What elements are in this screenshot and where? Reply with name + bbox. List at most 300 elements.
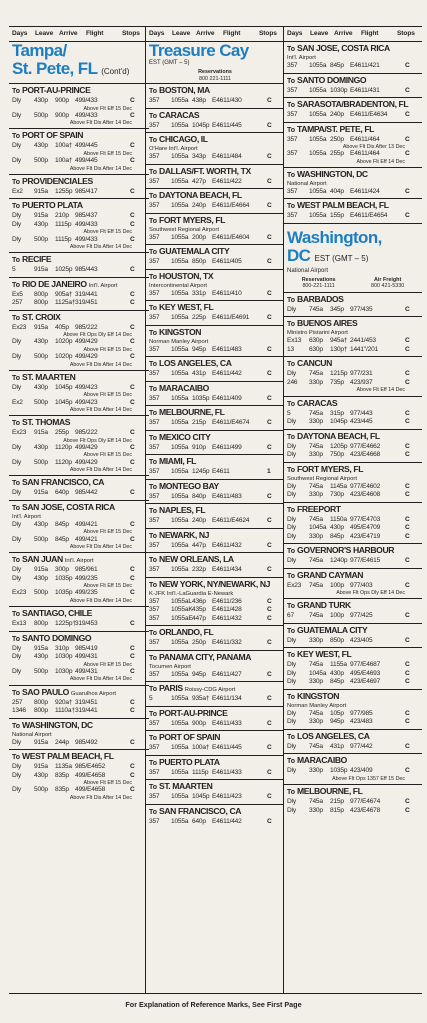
destination-name: NEWARK, NJ [159,529,210,540]
cell-flight: 977/E4687 [350,661,381,669]
cell-days: 357 [149,370,160,377]
cell-stops: C [405,709,410,717]
cell-flight: E4611/442 [212,370,242,377]
schedule-row [12,589,146,598]
route-block [9,198,149,252]
cell-stops: C [130,235,135,243]
cell-leave: 745a [309,305,323,313]
to-label: To [149,88,158,95]
cell-flight: E4611/430 [212,97,242,104]
cell-stops: C [267,345,272,353]
cell-stops: C [130,323,135,331]
route-block [146,132,284,164]
to-label: To [12,557,21,565]
route-note: Above Flt Dis After 14 Dec [69,794,132,801]
cell-leave: 915a [34,212,48,220]
cell-stops: C [267,817,272,825]
cell-stops: C [130,212,135,220]
cell-leave: 430p [34,574,48,582]
to-label: To [149,630,158,637]
route-note: Above Flt Dis After 14 Dec [69,544,132,551]
cell-stops: C [405,532,410,540]
schedule-row [287,678,419,687]
cell-stops: C [130,187,135,195]
schedule-row [12,772,146,781]
cell-leave: 1055a [309,150,327,158]
schedule-row [287,483,419,492]
airport-name: K-JFK Int'l.-LaGuardia E-Newark [149,590,234,597]
cell-flight: E4611/E4624 [212,517,250,524]
cell-days: 257 [12,698,23,706]
destination-name: CHICAGO, IL [159,134,208,144]
schedule-row [149,517,281,526]
cell-days: Dly [12,142,21,150]
cell-flight: E4611/134 [212,695,242,702]
cell-arrive: 430p [330,669,344,677]
airport-note: Roissy-CDG Airport [184,687,236,693]
destination-name: PORT OF SPAIN [159,732,221,742]
cell-stops: C [267,419,272,426]
cell-flight: 499/431 [75,653,98,661]
cell-flight: E4611/E4634 [350,111,388,118]
bottom-rule [9,993,422,994]
cell-leave: 1055a [171,793,189,800]
cell-flight: 499/429 [75,443,98,451]
destination-name: KINGSTON [297,690,340,701]
cell-days: Dly [12,738,21,746]
cell-arrive: 1045p [55,398,73,406]
cell-days: 357 [149,121,160,129]
cell-leave: 500p [34,111,48,119]
cell-flight: 423/E4697 [350,678,381,686]
cell-arrive: 232p [192,566,206,573]
cell-days: 357 [149,606,160,613]
cell-days: Dly [12,353,21,361]
to-label: To [287,506,296,514]
cell-days: Dly [287,742,296,750]
destination-name: SARASOTA/BRADENTON, FL [297,99,409,109]
cell-flight: 423/409 [350,767,373,775]
cell-arrive: 244p [55,738,69,746]
route-block [146,706,284,731]
footer-note: For Explanation of Reference Marks, See First Page [125,1000,302,1009]
route-block [9,749,149,803]
route-block [284,429,422,462]
route-block [284,292,422,317]
cell-leave: 1055a [309,62,327,69]
schedule-row [287,306,419,315]
destination-heading [287,755,419,767]
destination-name: PORT-AU-PRINCE [22,85,91,95]
to-label: To [149,410,158,417]
route-block [146,577,284,626]
to-label: To [12,374,21,382]
to-label: To [149,217,158,225]
cell-stops: C [267,614,272,622]
cell-days: Dly [12,535,21,543]
cell-days: Dly [12,212,21,220]
cell-days: 357 [149,793,160,800]
cell-leave: 500p [34,235,48,243]
cell-leave: 915a [34,266,48,274]
cell-days: 357 [149,670,160,678]
destination-heading [287,358,419,370]
cell-stops: C [405,742,410,750]
to-label: To [12,314,21,322]
route-block [146,528,284,553]
to-label: To [287,126,296,134]
route-note: Above Flt Dis After 13 Dec [342,144,405,150]
route-note: Above Flt Dis After 14 Dec [69,165,132,172]
schedule-row [12,707,146,716]
route-block [284,356,422,395]
route-block [9,174,149,199]
cell-flight: 499/431 [75,667,98,675]
destination-heading [12,372,146,384]
destination-name: CANCUN [297,358,332,369]
destination-name: GRAND TURK [297,600,351,611]
destination-heading [12,254,146,266]
route-block [284,647,422,689]
destination-heading [149,530,281,542]
cell-days: 357 [287,111,298,118]
schedule-row [149,258,281,267]
schedule-row [12,521,146,530]
column-header-1 [12,28,144,40]
cell-leave: 1055a [171,768,189,776]
cell-flight: 977/E4615 [350,557,381,565]
to-label: To [149,137,158,144]
schedule-row [287,743,419,752]
cell-days: Dly [287,718,296,726]
destination-name: WASHINGTON, DC [22,719,93,730]
cell-arrive: 845p [55,520,69,528]
schedule-row [12,575,146,584]
schedule-row [149,793,281,802]
cell-leave: 915a [34,489,48,497]
schedule-row [287,516,419,525]
to-label: To [149,434,158,442]
destination-heading [12,687,146,699]
schedule-row [287,62,419,71]
cell-flight: E4611 [212,468,230,475]
destination-heading [287,124,419,136]
to-label: To [149,329,158,337]
schedule-row [12,620,146,629]
cell-leave: 330p [309,636,323,644]
to-label: To [12,133,21,141]
cell-days: 5 [287,409,291,417]
route-block [146,244,284,269]
route-block [146,269,284,301]
to-label: To [149,557,158,564]
cell-flight: 977/403 [350,581,373,589]
cell-stops: C [130,398,135,406]
header-flight: Flight [86,30,104,37]
airport-name: Ministro Pistarini Airport [287,330,348,337]
cell-arrive: 640p [192,817,206,825]
to-label: To [287,321,296,329]
cell-leave: 500p [34,786,48,794]
top-rule [9,26,422,27]
destination-name: KEY WEST, FL [297,649,352,660]
to-label: To [12,611,21,619]
cell-arrive: 945p [192,670,206,678]
schedule-row [149,153,281,162]
cell-leave: 330p [309,806,323,814]
cell-leave: 1055a [171,566,189,573]
cell-days: Dly [12,157,21,165]
cell-stops: C [130,111,135,119]
cell-days: Dly [12,763,21,771]
cell-days: Ex13 [12,620,27,628]
origin-title: Treasure Cay [149,41,249,60]
cell-leave: 1055a [171,695,189,702]
cell-stops: C [405,636,410,644]
cell-arrive: 1035p [55,589,73,597]
to-label: To [149,784,158,791]
cell-days: 357 [149,443,160,451]
cell-arrive: 1155a [330,661,347,669]
cell-arrive: 100p [330,612,344,620]
cell-stops: C [130,353,135,361]
cell-flight: E4611/483 [212,345,242,353]
destination-heading [12,85,146,97]
cell-flight: E4611/E4604 [212,233,250,241]
cell-leave: 330p [309,378,323,386]
cell-stops: C [130,266,135,274]
cell-flight: 499/433 [75,235,98,243]
cell-days: 357 [149,258,160,265]
cell-stops: C [267,597,272,605]
cell-arrive: 310p [55,644,69,652]
cell-leave: 1055a [171,345,189,353]
cell-arrive: 100a† [192,744,210,751]
destination-heading [149,271,281,283]
cell-leave: 1055a [171,153,189,160]
cell-leave: 1045a [309,669,327,677]
schedule-row [12,97,146,106]
destination-heading [12,502,146,514]
cell-flight: 499/433 [75,111,98,119]
to-label: To [149,305,158,312]
cell-arrive: 255p [55,429,69,437]
schedule-row [12,236,146,245]
destination-heading [149,806,281,818]
cell-flight: 319/453 [75,620,98,628]
to-label: To [149,735,158,742]
cell-stops: C [267,744,272,751]
cell-arrive: 255p [330,150,344,158]
cell-arrive: 1035p [55,574,73,582]
cell-flight: E4611/E4664 [212,202,250,209]
cell-leave: 500p [34,589,48,597]
schedule-row [287,337,419,346]
cell-days: Dly [287,678,296,686]
cell-stops: C [405,767,410,775]
cell-flight: 499/433 [75,97,98,104]
cell-arrive: 730p [330,491,344,499]
cell-arrive: 250p [192,639,206,646]
cell-flight: 977/985 [350,709,373,717]
cell-flight: E4611/405 [212,258,242,265]
cell-stops: C [267,492,272,500]
cell-arrive: 1150a [330,515,347,523]
to-label: To [287,296,296,304]
header-days: Days [287,30,303,37]
cell-arrive: 640p [55,489,69,497]
cell-stops: C [130,589,135,597]
schedule-row [149,178,281,187]
cell-leave: 1055a [171,541,189,549]
destination-heading [149,110,281,122]
schedule-row [287,582,419,591]
destination-heading [149,432,281,444]
cell-arrive: 435p [192,606,206,613]
cell-leave: 1055a [309,187,327,195]
schedule-row [149,290,281,299]
destination-name: DALLAS/FT. WORTH, TX [159,165,251,176]
cell-arrive: 100p [330,581,344,589]
destination-name: GUATEMALA CITY [297,624,368,635]
cell-leave: 1055aK [171,606,193,613]
cell-leave: 745a [309,661,323,669]
cell-arrive: 1020p [55,338,73,346]
cell-leave: 1055a [171,177,189,185]
cell-flight: 499/433 [75,220,98,228]
route-block [284,729,422,754]
schedule-row [12,353,146,362]
cell-leave: 500p [34,353,48,361]
schedule-row [287,670,419,679]
route-block [9,475,149,500]
cell-days: 357 [149,345,160,353]
schedule-row [12,266,146,275]
cell-leave: 330p [309,767,323,775]
cell-flight: 495/E4709 [350,524,381,532]
cell-stops: C [130,786,135,794]
destination-name: GUATEMALA CITY [159,246,230,256]
cell-flight: E4611/434 [212,566,242,573]
route-block [9,606,149,631]
cell-flight: 985/222 [75,323,98,331]
destination-heading [287,464,419,476]
cell-arrive: 835p [55,786,69,794]
destination-heading [149,757,281,769]
schedule-row [12,157,146,166]
cell-stops: C [405,482,410,490]
cell-days: 357 [149,639,160,646]
reservations: Reservations 800-221-1111 [301,276,336,290]
destination-heading [12,312,146,324]
cell-days: Ex2 [12,398,23,406]
cell-days: Dly [12,786,21,794]
cell-stops: C [267,606,272,613]
schedule-row [287,150,419,159]
cell-stops: C [405,451,410,459]
cell-stops: C [405,491,410,499]
cell-flight: 985/961 [75,566,98,574]
cell-leave: 330p [309,451,323,459]
cell-days: Dly [287,305,296,313]
to-label: To [149,112,158,120]
cell-arrive: 447p [192,541,206,549]
route-block [146,681,284,706]
airport-note: Guarulhos Airport [70,690,117,697]
cell-leave: 1055a [171,817,189,825]
cell-arrive: 945p [330,718,344,726]
cell-stops: C [267,370,272,377]
destination-heading [12,417,146,429]
route-block [146,405,284,430]
route-block [284,97,422,122]
cell-stops: C [130,763,135,771]
schedule-row [149,566,281,575]
schedule-row [149,818,281,827]
cell-days: Dly [12,667,21,675]
schedule-row [287,798,419,807]
to-label: To [287,171,296,179]
destination-heading [12,477,146,489]
destination-name: KINGSTON [159,326,202,337]
cell-flight: E4611/E4654 [350,212,388,220]
cell-days: 357 [149,202,160,209]
cell-leave: 430p [34,338,48,346]
cell-leave: 745a [309,442,323,450]
destination-heading [287,294,419,306]
cell-days: Dly [12,458,21,466]
to-label: To [149,193,158,200]
cell-days: 357 [287,86,298,94]
cell-flight: 423/445 [350,418,373,426]
to-label: To [149,508,158,515]
cell-stops: C [267,97,272,104]
cell-flight: E4611/E4691 [212,314,250,321]
destination-heading [149,134,281,146]
cell-arrive: 905a† [55,290,73,298]
cell-flight: E4611/410 [212,289,242,297]
route-block [284,122,422,167]
cell-days: 357 [149,492,160,500]
cell-leave: 1055a [309,111,327,118]
schedule-row [149,493,281,502]
route-note: Above Flt Dis After 14 Dec [69,361,132,368]
cell-leave: 915a [34,738,48,746]
to-label: To [149,532,158,540]
destination-heading [12,176,146,188]
cell-arrive: 1245p [192,468,210,475]
destination-name: TAMPA/ST. PETE, FL [297,123,375,134]
cell-flight: 319/451 [75,299,98,307]
cell-arrive: 240p [192,202,206,209]
cell-days: Dly [12,771,21,779]
cell-stops: C [267,670,272,678]
cell-stops: C [130,383,135,391]
cell-stops: C [405,678,410,686]
cell-leave: 500p [34,398,48,406]
schedule-row [12,459,146,468]
schedule-row [287,87,419,96]
cell-stops: C [405,661,410,669]
destination-name: WEST PALM BEACH, FL [22,751,114,762]
schedule-row [12,763,146,772]
cell-days: 357 [149,314,160,321]
cell-days: Dly [12,111,21,119]
schedule-row [287,111,419,120]
cell-arrive: 331p [192,289,206,297]
timezone: EST (GMT – 5) [149,60,190,66]
cell-stops: C [130,338,135,346]
